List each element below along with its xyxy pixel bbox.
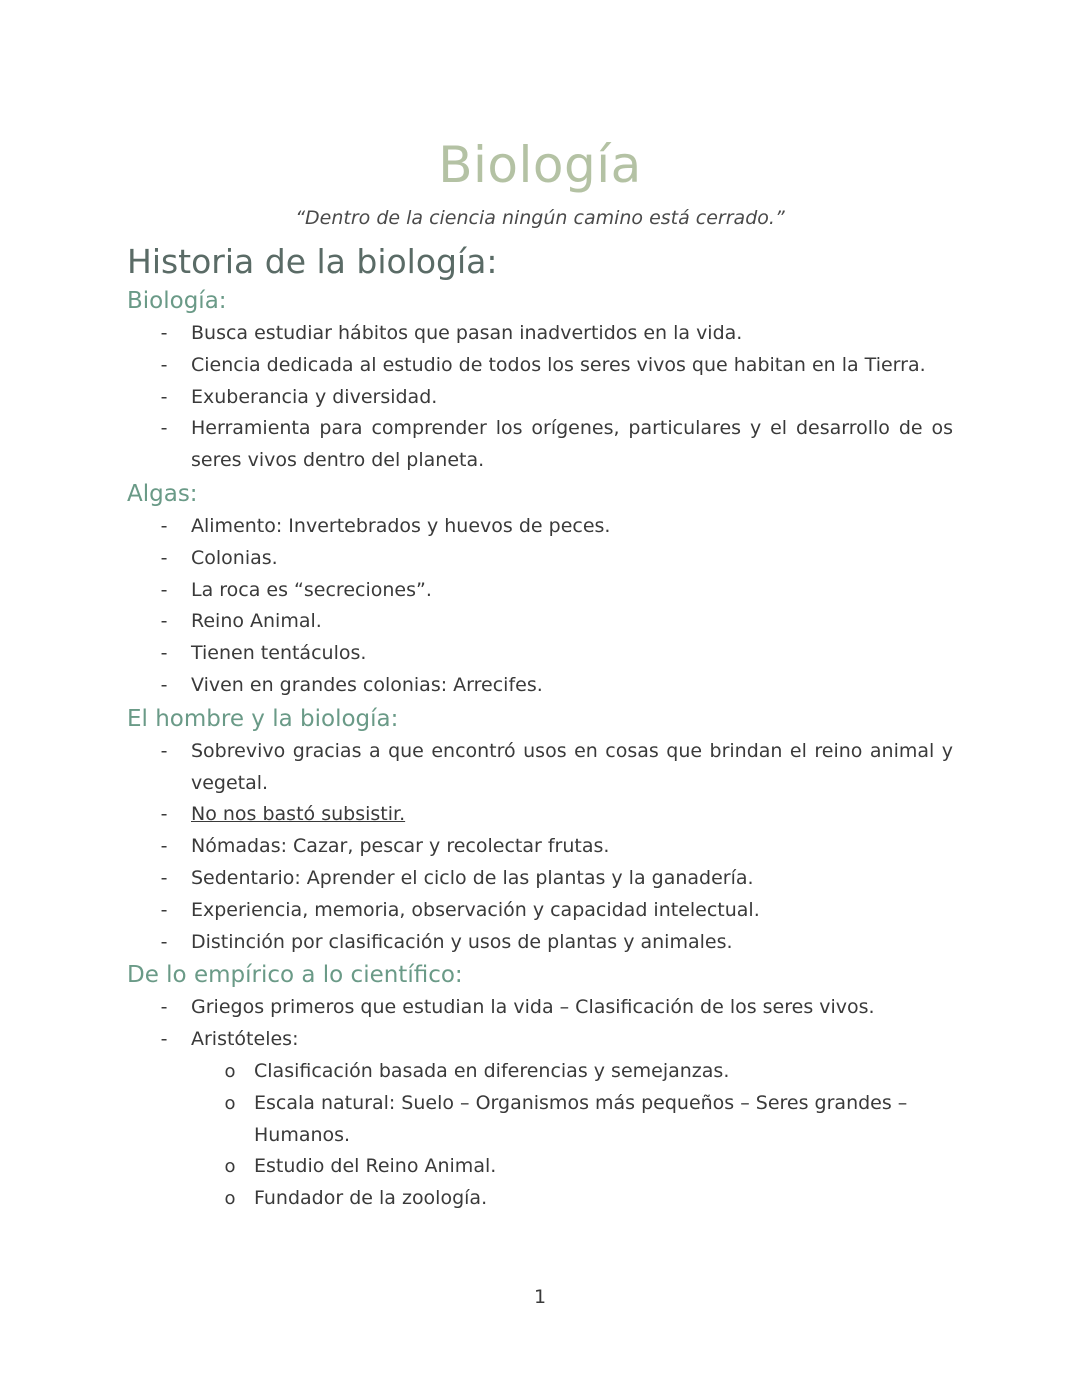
list-item: - Distinción por clasificación y usos de plantas y animales.: [127, 927, 953, 959]
list-item: - Viven en grandes colonias: Arrecifes.: [127, 670, 953, 702]
dash-bullet: -: [160, 898, 168, 921]
list-item: - Sedentario: Aprender el ciclo de las plantas y la ganadería.: [127, 863, 953, 895]
dash-bullet: -: [160, 385, 168, 408]
dash-bullet: -: [160, 930, 168, 953]
circle-bullet: o: [224, 1188, 236, 1210]
list-item: - Exuberancia y diversidad.: [127, 382, 953, 414]
list-item: - La roca es “secreciones”.: [127, 575, 953, 607]
circle-bullet: o: [224, 1156, 236, 1178]
sub-list-aristoteles: [127, 1056, 953, 1215]
list-item: - Nómadas: Cazar, pescar y recolectar frutas.: [127, 831, 953, 863]
bullet-list-algas: [127, 511, 953, 702]
underlined-text: No nos bastó subsistir.: [191, 803, 406, 826]
dash-bullet: -: [160, 996, 168, 1019]
dash-bullet: -: [160, 610, 168, 633]
dash-bullet: -: [160, 417, 168, 440]
sub-list-item: o Clasificación basada en diferencias y semejanzas.: [127, 1056, 953, 1088]
circle-bullet: o: [224, 1060, 236, 1082]
dash-bullet: -: [160, 835, 168, 858]
dash-bullet: -: [160, 673, 168, 696]
dash-bullet: -: [160, 322, 168, 344]
list-item: - Experiencia, memoria, observación y capacidad intelectual.: [127, 895, 953, 927]
main-heading: Historia de la biología:: [127, 242, 498, 281]
list-item: - Aristóteles:: [127, 1024, 953, 1056]
bullet-list-biologia: [127, 318, 953, 477]
section-heading-biologia: Biología:: [127, 288, 227, 314]
bullet-list-empirico: [127, 992, 953, 1056]
section-heading-el-hombre: El hombre y la biología:: [127, 705, 399, 732]
sub-list-item: o Estudio del Reino Animal.: [127, 1151, 953, 1183]
list-item: - Tienen tentáculos.: [127, 638, 953, 670]
dash-bullet: -: [160, 866, 168, 889]
dash-bullet: -: [160, 1028, 168, 1051]
dash-bullet: -: [160, 546, 168, 569]
list-item: [127, 799, 953, 831]
dash-bullet: -: [160, 642, 168, 665]
sub-list-item: o Fundador de la zoología.: [127, 1183, 953, 1215]
list-item: - Ciencia dedicada al estudio de todos los seres vivos que habitan en la Tierra.: [127, 350, 953, 382]
list-item: - Herramienta para comprender los orígenes, particulares y el desarrollo de os seres vivos dentro del planeta.: [127, 413, 953, 477]
dash-bullet: -: [160, 578, 168, 601]
list-item: - Alimento: Invertebrados y huevos de peces.: [127, 511, 953, 543]
document-title: Biología: [438, 136, 642, 194]
section-heading-empirico: De lo empírico a lo científico:: [127, 962, 463, 989]
sub-list-item: o Escala natural: Suelo – Organismos más pequeños – Seres grandes – Humanos.: [127, 1088, 953, 1152]
list-item: - Busca estudiar hábitos que pasan inadvertidos en la vida.: [127, 318, 953, 350]
list-item: - Reino Animal.: [127, 606, 953, 638]
dash-bullet: -: [160, 353, 168, 376]
list-item: - Griegos primeros que estudian la vida – Clasificación de los seres vivos.: [127, 992, 953, 1024]
section-heading-algas: Algas:: [127, 480, 198, 507]
page-number: 1: [533, 1286, 547, 1308]
dash-bullet: -: [160, 739, 168, 762]
bullet-list-el-hombre: [127, 736, 953, 959]
document-content: [127, 240, 953, 1215]
dash-bullet: -: [160, 514, 168, 537]
circle-bullet: o: [224, 1092, 236, 1114]
dash-bullet: -: [160, 803, 168, 826]
epigraph-quote: “Dentro de la ciencia ningún camino está cerrado.”: [295, 207, 785, 229]
list-item: - Colonias.: [127, 543, 953, 575]
list-item: - Sobrevivo gracias a que encontró usos en cosas que brindan el reino animal y vegetal.: [127, 736, 953, 800]
